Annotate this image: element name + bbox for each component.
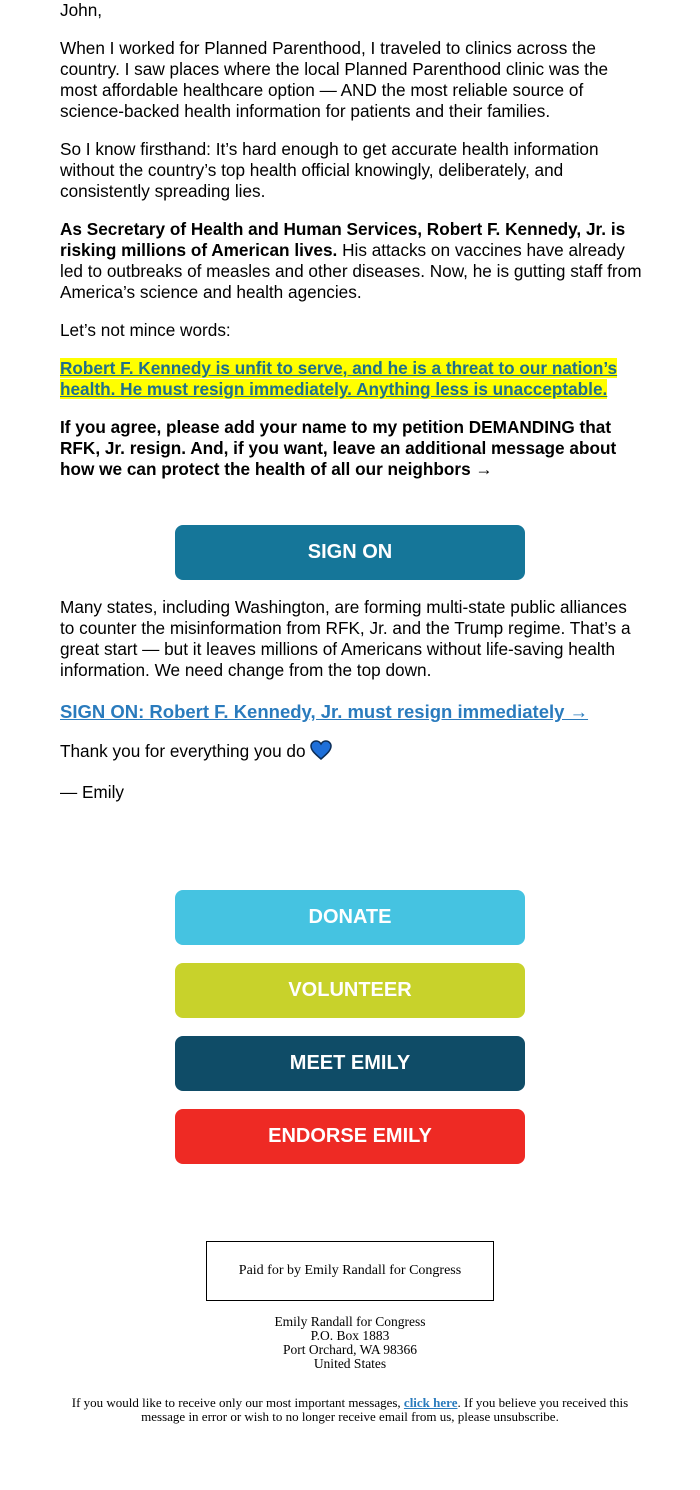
- click-here-link[interactable]: click here: [403, 1395, 458, 1410]
- mailing-address: [150, 1315, 550, 1371]
- highlight-paragraph: [60, 358, 642, 400]
- greeting: John,: [60, 0, 103, 20]
- fine-print: [70, 1396, 630, 1424]
- signoff: — Emily: [60, 782, 124, 802]
- paragraph-firsthand: So I know firsthand: It’s hard enough to get accurate health information without the country’s top health official knowingly, deliberately, and consistently spreading lies.: [60, 139, 599, 201]
- paragraph-mince-words: Let’s not mince words:: [60, 320, 231, 340]
- unfit-to-serve-link[interactable]: Robert F. Kennedy is unfit to serve, and he is a threat to our nation’s health. He must resign immediately. Anything less is unacceptable.: [60, 358, 618, 399]
- address-line-3: Port Orchard, WA 98366: [283, 1342, 417, 1357]
- fine-print-before: If you would like to receive only our most important messages,: [71, 1395, 404, 1410]
- thanks-line: [60, 740, 642, 765]
- paragraph-secretary-rest: His attacks on vaccines have already led to outbreaks of measles and other diseases. Now, he is gutting staff from America’s science and health agencies.: [60, 240, 642, 302]
- address-line-2: P.O. Box 1883: [310, 1328, 390, 1343]
- endorse-emily-button[interactable]: ENDORSE EMILY: [175, 1109, 525, 1164]
- paragraph-states: Many states, including Washington, are forming multi-state public alliances to counter the misinformation from RFK, Jr. and the Trump regime. That’s a great start — but it leaves millions of Americans without life-saving health information. We need change from the top down.: [60, 597, 631, 680]
- email-body-lower: [60, 597, 642, 820]
- address-line-4: United States: [313, 1356, 387, 1371]
- meet-emily-button[interactable]: MEET EMILY: [175, 1036, 525, 1091]
- thanks-text: Thank you for everything you do: [60, 741, 306, 761]
- email-body: [60, 0, 642, 497]
- paragraph-secretary-bold: As Secretary of Health and Human Services, Robert F. Kennedy, Jr. is risking millions of American lives.: [60, 219, 626, 260]
- sign-on-link[interactable]: SIGN ON: Robert F. Kennedy, Jr. must resign immediately →: [60, 701, 589, 722]
- sign-on-button[interactable]: SIGN ON: [175, 525, 525, 580]
- blue-heart-icon: [310, 740, 332, 765]
- paid-for-box: Paid for by Emily Randall for Congress: [206, 1241, 494, 1301]
- paragraph-secretary: [60, 219, 642, 303]
- address-line-1: Emily Randall for Congress: [274, 1314, 426, 1329]
- paragraph-planned-parenthood: When I worked for Planned Parenthood, I traveled to clinics across the country. I saw places where the local Planned Parenthood clinic was the most affordable healthcare option — AND the most reliable source of science-backed health information for patients and their families.: [60, 38, 609, 121]
- fine-print-after: . If you believe you received this message in error or wish to no longer receive email from us, please unsubscribe.: [141, 1395, 629, 1424]
- petition-ask: If you agree, please add your name to my petition DEMANDING that RFK, Jr. resign. And, if you want, leave an additional message about how we can protect the health of all our neighbors →: [60, 417, 617, 479]
- donate-button[interactable]: DONATE: [175, 890, 525, 945]
- volunteer-button[interactable]: VOLUNTEER: [175, 963, 525, 1018]
